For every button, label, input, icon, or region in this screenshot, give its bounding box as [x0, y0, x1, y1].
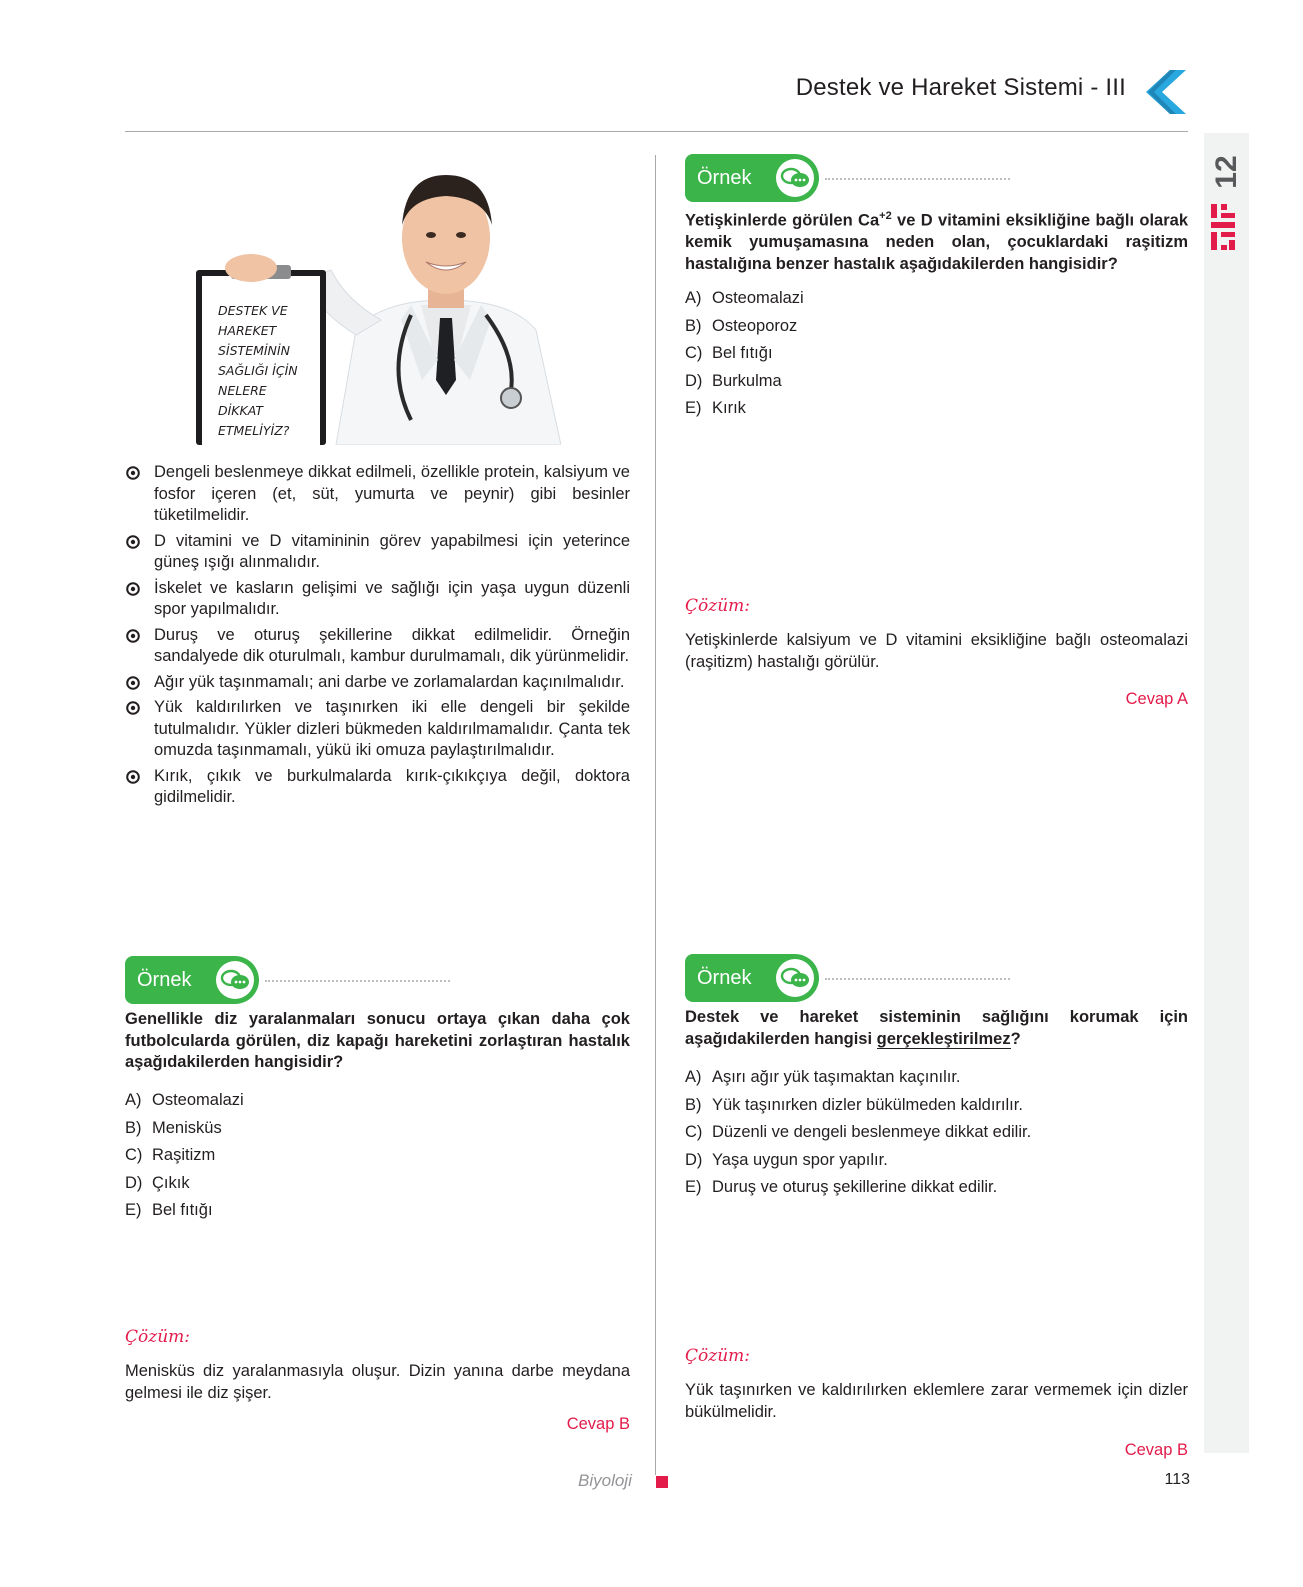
clipboard-line: NELERE	[218, 383, 267, 398]
target-bullet-icon	[126, 535, 140, 549]
footer-square-icon	[656, 1476, 668, 1488]
option-letter: B)	[685, 316, 702, 335]
option-b[interactable]	[685, 313, 1188, 341]
option-letter: E)	[125, 1201, 142, 1219]
clipboard-line: ETMELİYİZ?	[218, 423, 290, 438]
side-tab-number: 12	[1210, 155, 1243, 189]
option-letter: B)	[685, 1095, 702, 1114]
side-tab-strip	[1204, 133, 1249, 1453]
question-text-part: ve D vitamini eksikliğine bağlı olarak kemik yumuşamasına neden olan, çocuklardaki raşitizm hastalığına benzer hastalık aşağıdakilerden hangisidir?	[685, 211, 1189, 273]
option-d[interactable]	[685, 368, 1188, 396]
list-item	[125, 766, 630, 809]
tip-text: Duruş ve oturuş şekillerine dikkat edilmelidir. Örneğin sandalyede dik oturulmalı, kambur durulmamalı, dik yürünmelidir.	[154, 625, 630, 665]
target-bullet-icon	[126, 466, 140, 480]
question-3-text	[685, 1007, 1188, 1050]
question-underlined-word: gerçekleştirilmez	[876, 1029, 1011, 1048]
option-letter: E)	[685, 1178, 702, 1196]
tip-text: Kırık, çıkık ve burkulmalarda kırık-çıkıkçıya değil, doktora gidilmelidir.	[154, 766, 630, 806]
solution-3-text: Yük taşınırken ve kaldırılırken eklemlere zarar vermemek için dizler bükülmelidir.	[685, 1381, 1188, 1421]
tip-text: D vitamini ve D vitamininin görev yapabilmesi için yeterince güneş ışığı alınmalıdır.	[154, 531, 630, 571]
option-text: Osteomalazi	[152, 1091, 244, 1109]
question-3-options	[685, 1064, 1188, 1202]
page-header-title: Destek ve Hareket Sistemi - III	[795, 74, 1126, 101]
option-letter: A)	[685, 289, 702, 307]
option-text: Raşitizm	[152, 1146, 216, 1164]
option-b[interactable]	[125, 1115, 630, 1143]
ornek-dotted-line	[825, 178, 1010, 180]
option-e[interactable]	[685, 1174, 1188, 1202]
option-text: Kırık	[712, 399, 746, 417]
answer-3: Cevap B	[1124, 1441, 1188, 1459]
target-bullet-icon	[126, 770, 140, 784]
option-text: Bel fıtığı	[712, 344, 773, 362]
option-letter: D)	[685, 1150, 703, 1169]
clipboard-line: HAREKET	[218, 323, 277, 338]
option-letter: D)	[125, 1173, 143, 1192]
target-bullet-icon	[126, 582, 140, 596]
option-letter: E)	[685, 399, 702, 417]
health-tips-list	[125, 462, 630, 813]
cozum-heading: Çözüm:	[125, 1327, 190, 1347]
question-2-text: Genellikle diz yaralanmaları sonucu ortaya çıkan daha çok futbolcularda görülen, diz kapağı hareketini zorlaştıran hastalık aşağıdakilerden hangisidir?	[125, 1010, 630, 1071]
clipboard-line: DESTEK VE	[218, 303, 288, 318]
option-d[interactable]	[125, 1170, 630, 1198]
list-item	[125, 625, 630, 668]
answer-2: Cevap B	[566, 1415, 630, 1433]
option-letter: D)	[685, 371, 703, 390]
ornek-badge	[125, 956, 455, 1004]
cozum-heading: Çözüm:	[685, 596, 750, 616]
ornek-label: Örnek	[697, 167, 752, 189]
column-divider	[655, 155, 656, 1475]
publisher-logo-icon	[1209, 204, 1241, 256]
option-b[interactable]	[685, 1092, 1188, 1120]
solution-1-text: Yetişkinlerde kalsiyum ve D vitamini eksikliğine bağlı osteomalazi (raşitizm) hastalığı görülür.	[685, 631, 1188, 671]
option-text: Aşırı ağır yük taşımaktan kaçınılır.	[712, 1068, 961, 1086]
list-item	[125, 697, 630, 762]
question-text-part: ?	[1010, 1029, 1021, 1048]
chat-bubbles-icon	[775, 958, 815, 998]
option-c[interactable]	[125, 1142, 630, 1170]
option-a[interactable]	[685, 285, 1188, 313]
tip-text: Yük kaldırılırken ve taşınırken iki elle dengeli bir şekilde tutulmalıdır. Yükler dizleri bükmeden kaldırılmamalıdır. Çanta tek omuzda taşınmamalı, yükü iki omuza paylaştırılmalıdır.	[154, 698, 630, 759]
question-text-part: Destek ve hareket sisteminin sağlığını korumak için aşağıdakilerden hangisi	[685, 1008, 1188, 1048]
question-text-part: Yetişkinlerde görülen Ca	[685, 211, 880, 230]
option-letter: C)	[685, 344, 703, 362]
option-a[interactable]	[685, 1064, 1188, 1092]
list-item	[125, 672, 630, 694]
option-text: Çıkık	[152, 1173, 190, 1192]
question-superscript: +2	[879, 210, 892, 222]
chevron-left-icon	[1140, 68, 1188, 116]
option-e[interactable]	[125, 1197, 630, 1225]
option-c[interactable]	[685, 1119, 1188, 1147]
ornek-label: Örnek	[137, 969, 192, 991]
header-divider	[125, 131, 1188, 132]
chat-bubbles-icon	[215, 960, 255, 1000]
list-item	[125, 578, 630, 621]
ornek-badge	[685, 154, 1015, 202]
list-item	[125, 531, 630, 574]
clipboard-line: DİKKAT	[218, 403, 263, 418]
option-letter: B)	[125, 1118, 142, 1137]
option-text: Osteoporoz	[712, 316, 798, 335]
option-letter: A)	[685, 1068, 702, 1086]
ornek-dotted-line	[825, 978, 1010, 980]
option-a[interactable]	[125, 1087, 630, 1115]
tip-text: İskelet ve kasların gelişimi ve sağlığı için yaşa uygun düzenli spor yapılmalıdır.	[154, 578, 630, 618]
chat-bubbles-icon	[775, 158, 815, 198]
option-text: Bel fıtığı	[152, 1201, 213, 1219]
cozum-heading: Çözüm:	[685, 1346, 750, 1366]
clipboard-line: SİSTEMİNİN	[218, 343, 290, 358]
solution-2-text: Menisküs diz yaralanmasıyla oluşur. Dizin yanına darbe meydana gelmesi ile diz şişer.	[125, 1362, 630, 1402]
option-e[interactable]	[685, 395, 1188, 423]
option-letter: C)	[125, 1146, 143, 1164]
tip-text: Dengeli beslenmeye dikkat edilmeli, özellikle protein, kalsiyum ve fosfor içeren (et, süt, yumurta ve peynir) gibi besinler tüketilmelidir.	[154, 463, 630, 524]
option-text: Menisküs	[152, 1118, 222, 1137]
ornek-badge	[685, 954, 1015, 1002]
option-letter: A)	[125, 1091, 142, 1109]
clipboard-line: SAĞLIĞI İÇİN	[218, 363, 298, 378]
option-text: Duruş ve oturuş şekillerine dikkat edilir.	[712, 1178, 998, 1196]
option-d[interactable]	[685, 1147, 1188, 1175]
target-bullet-icon	[126, 676, 140, 690]
option-text: Yaşa uygun spor yapılır.	[712, 1150, 888, 1169]
target-bullet-icon	[126, 701, 140, 715]
option-text: Burkulma	[712, 371, 782, 390]
option-text: Yük taşınırken dizler bükülmeden kaldırılır.	[712, 1095, 1023, 1114]
option-text: Düzenli ve dengeli beslenmeye dikkat edilir.	[712, 1123, 1032, 1141]
tip-text: Ağır yük taşınmamalı; ani darbe ve zorlamalardan kaçınılmalıdır.	[154, 672, 625, 691]
list-item	[125, 462, 630, 527]
option-letter: C)	[685, 1123, 703, 1141]
target-bullet-icon	[126, 629, 140, 643]
page-number: 113	[1164, 1471, 1190, 1488]
option-c[interactable]	[685, 340, 1188, 368]
question-1-text	[685, 206, 1188, 275]
answer-1: Cevap A	[1125, 690, 1188, 708]
question-1-options	[685, 285, 1188, 423]
ornek-dotted-line	[265, 980, 450, 982]
ornek-label: Örnek	[697, 967, 752, 989]
footer-subject: Biyoloji	[578, 1471, 632, 1490]
clipboard-text	[218, 301, 328, 441]
question-2-options	[125, 1087, 630, 1225]
option-text: Osteomalazi	[712, 289, 804, 307]
